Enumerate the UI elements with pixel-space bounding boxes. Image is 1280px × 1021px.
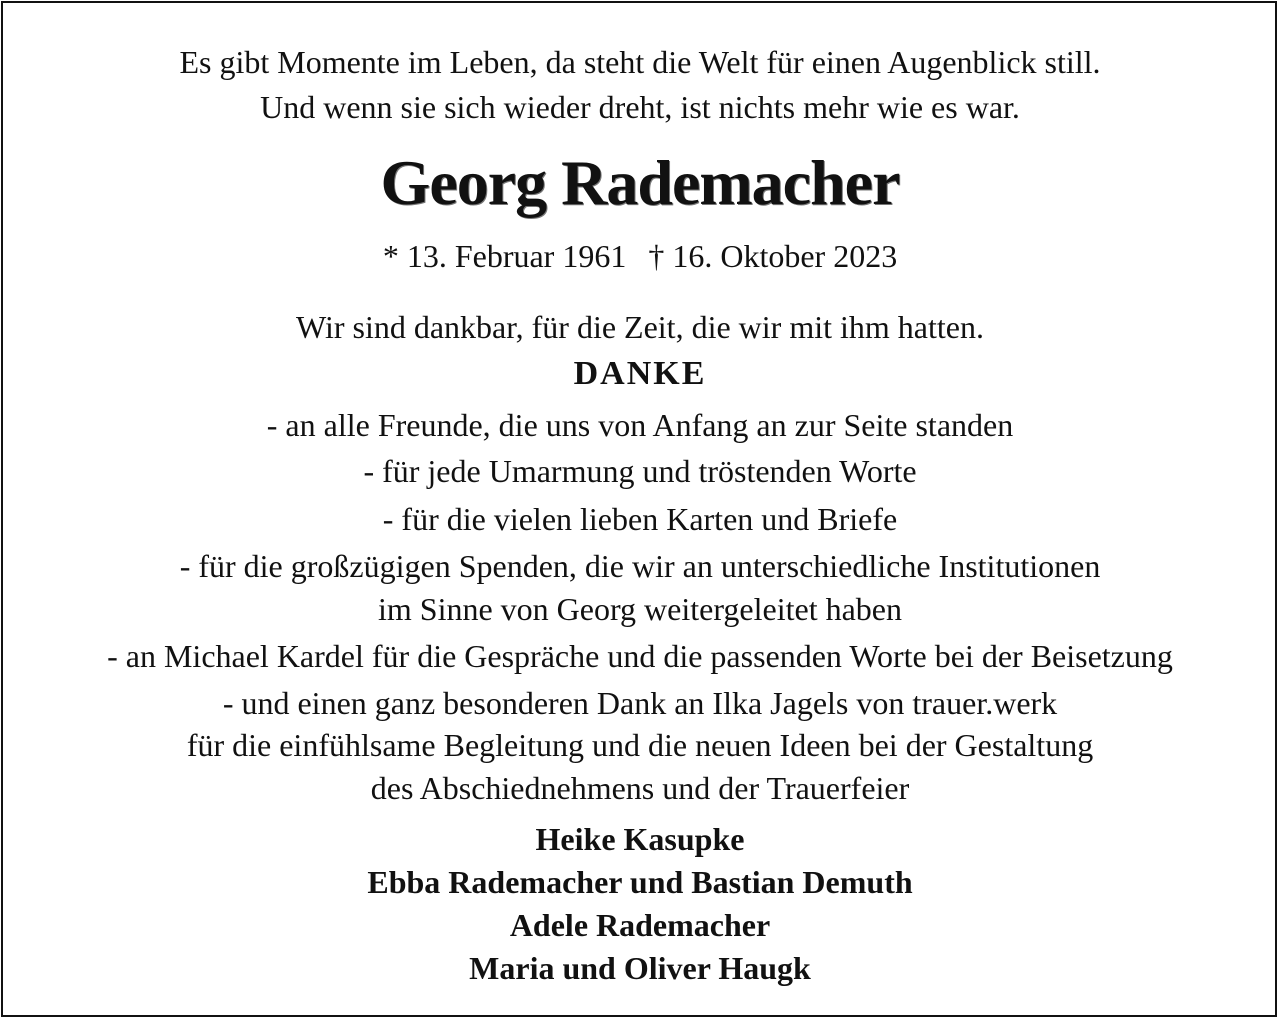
thanks-line: - für die großzügigen Spenden, die wir an unterschiedliche Institutionen [179, 548, 1101, 584]
thanks-line: - an alle Freunde, die uns von Anfang an zur Seite standen [266, 407, 1014, 443]
motto-line-1: Es gibt Momente im Leben, da steht die Welt für einen Augenblick still. [179, 44, 1101, 80]
thanks-line: - und einen ganz besonderen Dank an Ilka Jagels von trauer.werk [222, 685, 1058, 721]
thanks-line: - für jede Umarmung und tröstenden Worte [363, 453, 917, 489]
danke-heading: DANKE [573, 355, 707, 392]
signature-line: Adele Rademacher [509, 907, 771, 943]
thanks-line: des Abschiednehmens und der Trauerfeier [370, 770, 910, 806]
birth-date: * 13. Februar 1961 [382, 238, 627, 274]
signature-line: Heike Kasupke [535, 821, 745, 857]
thanks-line: - für die vielen lieben Karten und Briefe [382, 501, 898, 537]
thanks-line: für die einfühlsame Begleitung und die neuen Ideen bei der Gestaltung [186, 727, 1094, 763]
gratitude-line: Wir sind dankbar, für die Zeit, die wir mit ihm hatten. [296, 309, 984, 345]
death-date: † 16. Oktober 2023 [648, 238, 898, 274]
signature-line: Maria und Oliver Haugk [469, 950, 811, 986]
signature-line: Ebba Rademacher und Bastian Demuth [367, 864, 913, 900]
deceased-name: Georg Rademacher [380, 147, 900, 218]
life-dates [0, 236, 1280, 276]
thanks-line: - an Michael Kardel für die Gespräche und die passenden Worte bei der Beisetzung [107, 638, 1173, 674]
motto-line-2: Und wenn sie sich wieder dreht, ist nichts mehr wie es war. [260, 89, 1020, 125]
thanks-line: im Sinne von Georg weitergeleitet haben [377, 591, 902, 627]
